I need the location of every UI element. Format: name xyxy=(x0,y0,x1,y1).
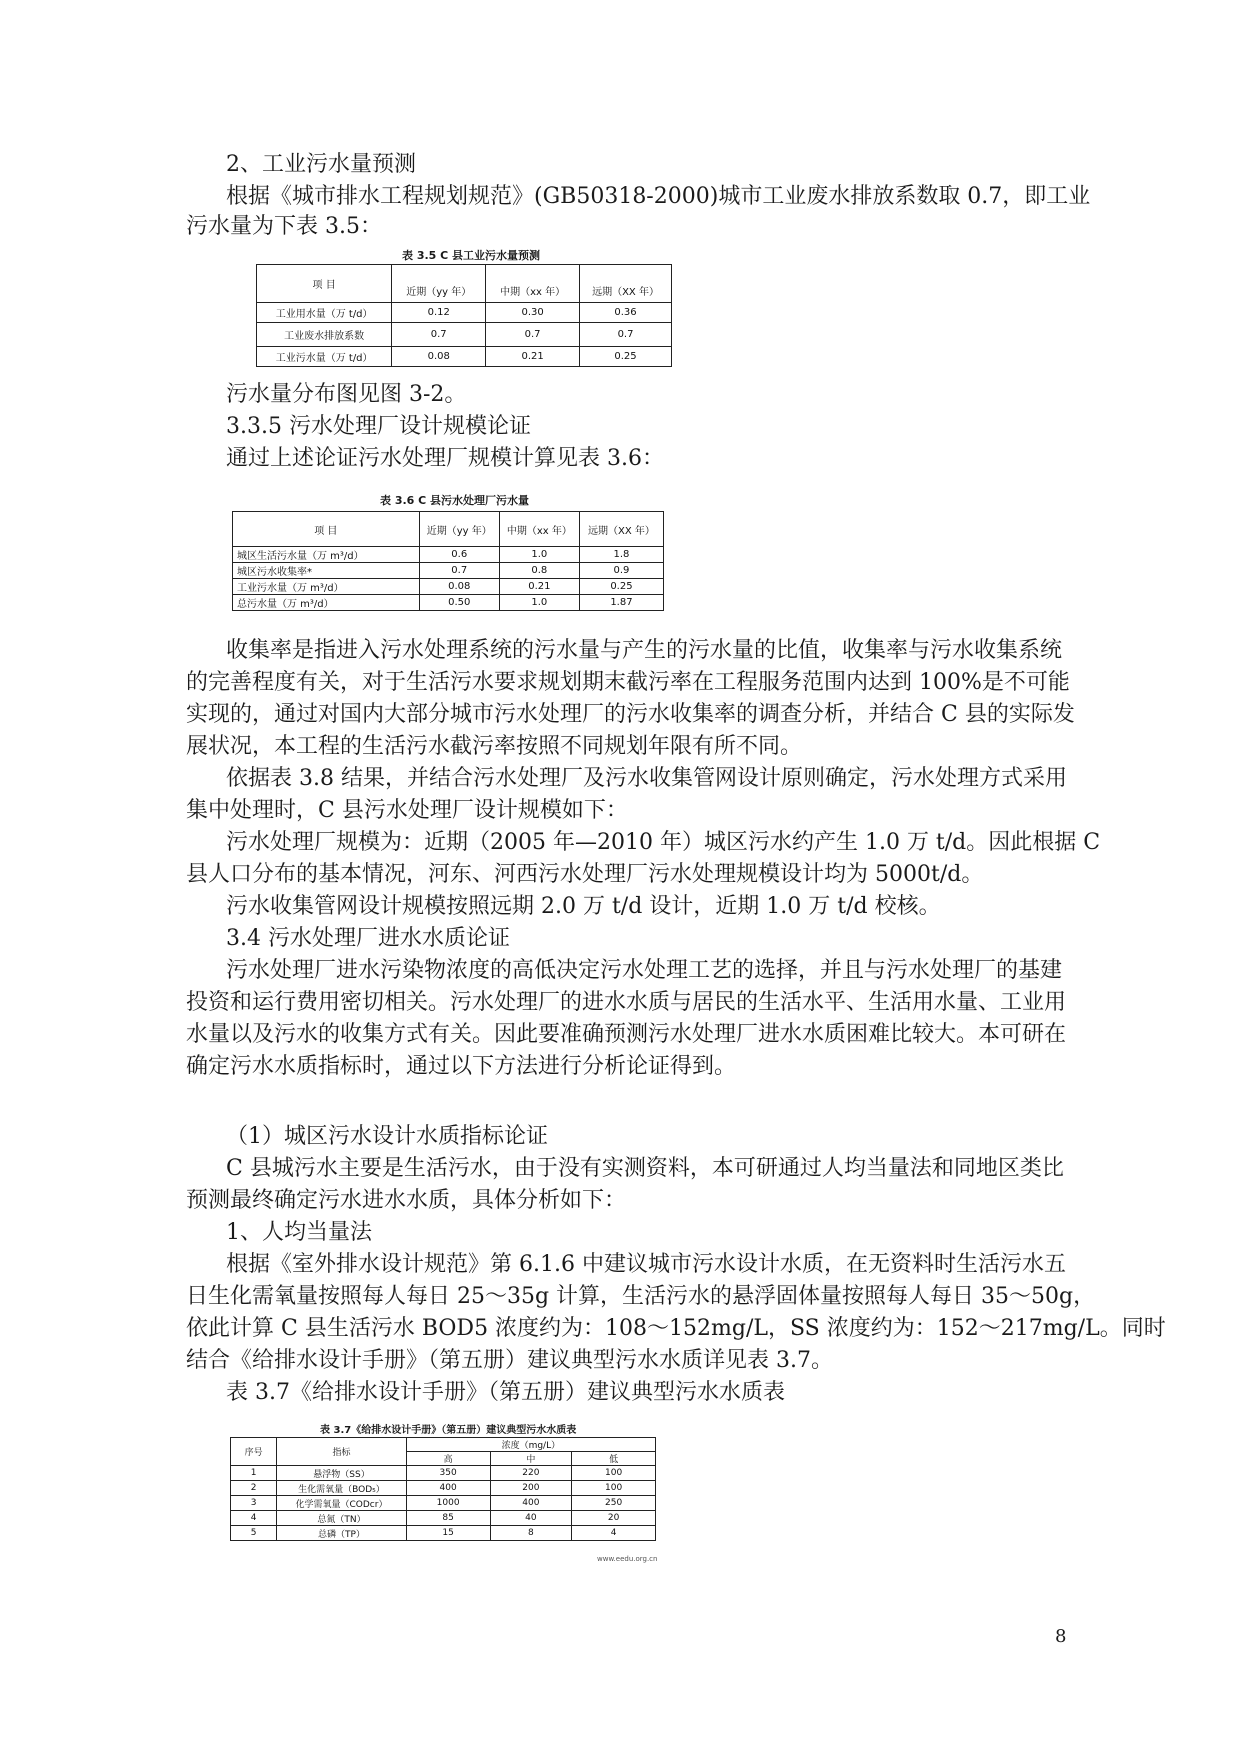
table-header: 项 目 xyxy=(233,512,420,547)
table-cell: 工业用水量（万 t/d） xyxy=(257,303,392,323)
table-cell: 总氮（TN） xyxy=(277,1511,406,1526)
table-cell: 5 xyxy=(231,1526,277,1541)
paragraph-line: 确定污水水质指标时，通过以下方法进行分析论证得到。 xyxy=(186,1054,737,1079)
table-header: 项 目 xyxy=(257,265,392,303)
table-row xyxy=(233,595,664,611)
section-heading: 3.3.5 污水处理厂设计规模论证 xyxy=(226,414,531,439)
table-cell: 0.25 xyxy=(579,579,663,595)
table-row xyxy=(231,1481,656,1496)
table-cell: 2 xyxy=(231,1481,277,1496)
table-row xyxy=(231,1511,656,1526)
table-cell: 4 xyxy=(231,1511,277,1526)
table-cell: 工业污水量（万 t/d） xyxy=(257,347,392,367)
paragraph-line: 县人口分布的基本情况，河东、河西污水处理厂污水处理规模设计均为 5000t/d。 xyxy=(186,862,984,887)
table-cell: 15 xyxy=(406,1526,490,1541)
table-cell: 生化需氧量（BOD₅） xyxy=(277,1481,406,1496)
paragraph-line: 污水量分布图见图 3-2。 xyxy=(226,382,467,407)
table-cell: 1.0 xyxy=(499,595,579,611)
table-cell: 工业废水排放系数 xyxy=(257,323,392,347)
table-row xyxy=(233,579,664,595)
table-cell: 0.21 xyxy=(486,347,580,367)
paragraph-line: 投资和运行费用密切相关。污水处理厂的进水水质与居民的生活水平、生活用水量、工业用 xyxy=(186,990,1067,1015)
table-cell: 4 xyxy=(572,1526,656,1541)
paragraph-line: 展状况，本工程的生活污水截污率按照不同规划年限有所不同。 xyxy=(186,734,803,759)
table-header: 近期（yy 年） xyxy=(392,265,486,303)
watermark: www.eedu.org.cn xyxy=(597,1555,658,1563)
table-row xyxy=(257,303,672,323)
table-cell: 1.8 xyxy=(579,547,663,563)
paragraph-line: 日生化需氧量按照每人每日 25～35g 计算，生活污水的悬浮固体量按照每人每日 35～50g， xyxy=(186,1284,1096,1309)
table-cell: 悬浮物（SS） xyxy=(277,1466,406,1481)
table-row xyxy=(231,1496,656,1511)
table-cell: 1000 xyxy=(406,1496,490,1511)
table-caption: 表 3.7《给排水设计手册》（第五册）建议典型污水水质表 xyxy=(320,1425,577,1436)
table-cell: 0.7 xyxy=(580,323,672,347)
table-caption: 表 3.5 C 县工业污水量预测 xyxy=(402,249,541,262)
paragraph-line: 表 3.7《给排水设计手册》（第五册）建议典型污水水质表 xyxy=(226,1380,785,1405)
table-cell: 0.21 xyxy=(499,579,579,595)
paragraph-line: C 县城污水主要是生活污水，由于没有实测资料，本可研通过人均当量法和同地区类比 xyxy=(226,1156,1064,1181)
paragraph-line: 通过上述论证污水处理厂规模计算见表 3.6： xyxy=(226,446,664,471)
paragraph-line: 依此计算 C 县生活污水 BOD5 浓度约为：108～152mg/L，SS 浓度约为：152～217mg/L。同时 xyxy=(186,1316,1166,1341)
subsection-heading: 1、人均当量法 xyxy=(226,1220,372,1245)
table-3-6 xyxy=(232,511,664,611)
table-row xyxy=(233,547,664,563)
table-cell: 0.8 xyxy=(499,563,579,579)
table-cell: 0.30 xyxy=(486,303,580,323)
table-cell: 1 xyxy=(231,1466,277,1481)
paragraph-line: 结合《给排水设计手册》（第五册）建议典型污水水质详见表 3.7。 xyxy=(186,1348,833,1373)
table-cell: 工业污水量（万 m³/d） xyxy=(233,579,420,595)
paragraph-line: 集中处理时，C 县污水处理厂设计规模如下： xyxy=(186,798,628,823)
table-cell: 0.25 xyxy=(580,347,672,367)
table-cell: 0.7 xyxy=(419,563,499,579)
table-row xyxy=(233,563,664,579)
table-cell: 0.9 xyxy=(579,563,663,579)
paragraph-line: 依据表 3.8 结果，并结合污水处理厂及污水收集管网设计原则确定，污水处理方式采用 xyxy=(226,766,1067,791)
table-cell: 100 xyxy=(572,1481,656,1496)
table-cell: 城区生活污水量（万 m³/d） xyxy=(233,547,420,563)
table-header: 浓度（mg/L） xyxy=(406,1438,655,1452)
table-cell: 1.87 xyxy=(579,595,663,611)
table-cell: 化学需氧量（CODcr） xyxy=(277,1496,406,1511)
table-header: 近期（yy 年） xyxy=(419,512,499,547)
table-header: 高 xyxy=(406,1452,490,1466)
table-cell: 8 xyxy=(490,1526,572,1541)
paragraph-line: 根据《城市排水工程规划规范》(GB50318-2000)城市工业废水排放系数取 0.7，即工业 xyxy=(226,184,1091,209)
table-3-7 xyxy=(230,1437,656,1541)
table-cell: 3 xyxy=(231,1496,277,1511)
paragraph-line: 污水量为下表 3.5： xyxy=(186,214,382,239)
table-cell: 城区污水收集率* xyxy=(233,563,420,579)
table-cell: 0.08 xyxy=(392,347,486,367)
table-row xyxy=(231,1526,656,1541)
table-3-5 xyxy=(256,264,672,367)
table-header: 中期（xx 年） xyxy=(486,265,580,303)
table-cell: 1.0 xyxy=(499,547,579,563)
table-cell: 220 xyxy=(490,1466,572,1481)
table-cell: 0.36 xyxy=(580,303,672,323)
table-cell: 40 xyxy=(490,1511,572,1526)
paragraph-line: 污水处理厂进水污染物浓度的高低决定污水处理工艺的选择，并且与污水处理厂的基建 xyxy=(226,958,1063,983)
table-cell: 0.6 xyxy=(419,547,499,563)
table-cell: 350 xyxy=(406,1466,490,1481)
table-row xyxy=(257,347,672,367)
table-cell: 20 xyxy=(572,1511,656,1526)
paragraph-line: 污水收集管网设计规模按照远期 2.0 万 t/d 设计，近期 1.0 万 t/d 校核。 xyxy=(226,894,941,919)
paragraph-line: 根据《室外排水设计规范》第 6.1.6 中建议城市污水设计水质，在无资料时生活污水五 xyxy=(226,1252,1066,1277)
paragraph-line: 水量以及污水的收集方式有关。因此要准确预测污水处理厂进水水质困难比较大。本可研在 xyxy=(186,1022,1067,1047)
paragraph-line: 收集率是指进入污水处理系统的污水量与产生的污水量的比值，收集率与污水收集系统 xyxy=(226,638,1063,663)
table-row xyxy=(231,1466,656,1481)
table-cell: 100 xyxy=(572,1466,656,1481)
table-cell: 总磷（TP） xyxy=(277,1526,406,1541)
subsection-heading: （1）城区污水设计水质指标论证 xyxy=(226,1124,548,1149)
table-header: 远期（XX 年） xyxy=(579,512,663,547)
table-cell: 400 xyxy=(406,1481,490,1496)
table-header: 中 xyxy=(490,1452,572,1466)
table-caption: 表 3.6 C 县污水处理厂污水量 xyxy=(380,494,530,507)
table-header: 中期（xx 年） xyxy=(499,512,579,547)
table-cell: 85 xyxy=(406,1511,490,1526)
table-cell: 0.12 xyxy=(392,303,486,323)
table-cell: 200 xyxy=(490,1481,572,1496)
section-heading: 3.4 污水处理厂进水水质论证 xyxy=(226,926,510,951)
table-cell: 0.50 xyxy=(419,595,499,611)
table-header: 低 xyxy=(572,1452,656,1466)
table-cell: 0.08 xyxy=(419,579,499,595)
table-header: 序号 xyxy=(231,1438,277,1466)
table-cell: 总污水量（万 m³/d） xyxy=(233,595,420,611)
table-cell: 250 xyxy=(572,1496,656,1511)
paragraph-line: 实现的，通过对国内大部分城市污水处理厂的污水收集率的调查分析，并结合 C 县的实际发 xyxy=(186,702,1075,727)
table-cell: 0.7 xyxy=(392,323,486,347)
table-header: 远期（XX 年） xyxy=(580,265,672,303)
page-number: 8 xyxy=(1055,1626,1067,1647)
paragraph-line: 污水处理厂规模为：近期（2005 年—2010 年）城区污水约产生 1.0 万 t/d。因此根据 C xyxy=(226,830,1101,855)
table-cell: 400 xyxy=(490,1496,572,1511)
table-row xyxy=(257,323,672,347)
paragraph-line: 的完善程度有关，对于生活污水要求规划期末截污率在工程服务范围内达到 100%是不可能 xyxy=(186,670,1070,695)
paragraph-line: 2、工业污水量预测 xyxy=(226,152,416,177)
table-header: 指标 xyxy=(277,1438,406,1466)
paragraph-line: 预测最终确定污水进水水质，具体分析如下： xyxy=(186,1188,627,1213)
table-cell: 0.7 xyxy=(486,323,580,347)
